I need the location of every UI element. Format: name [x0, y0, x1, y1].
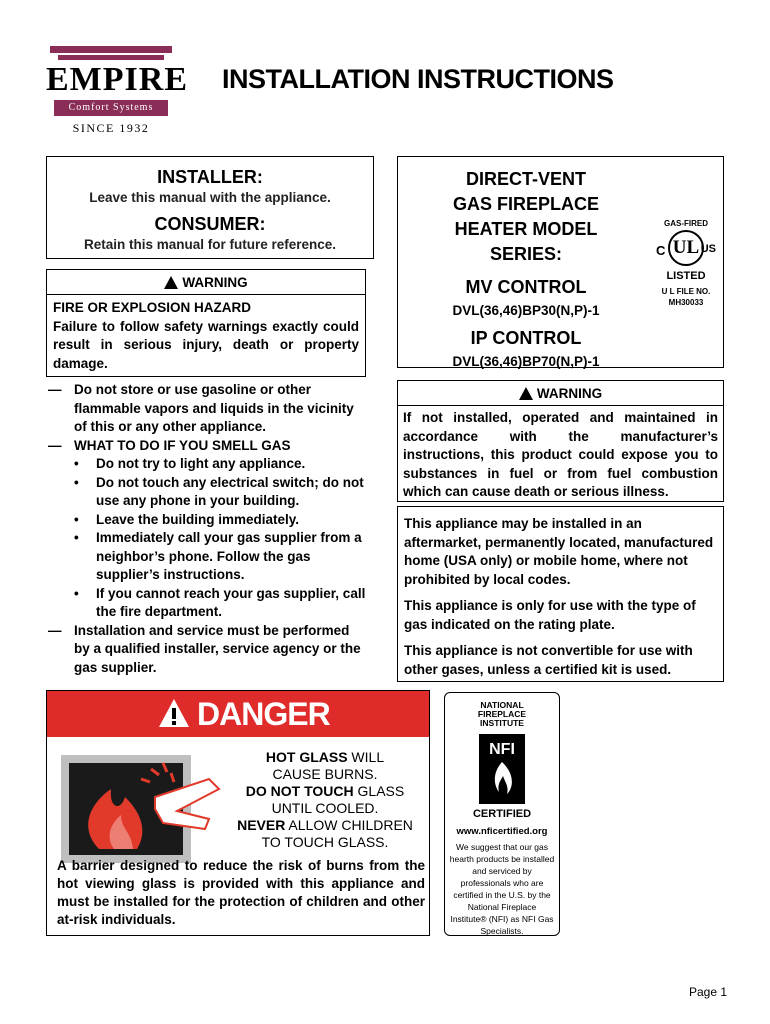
list-item: — WHAT TO DO IF YOU SMELL GAS [48, 437, 291, 453]
page-number: Page 1 [689, 985, 728, 999]
product-line: DIRECT-VENT [465, 169, 586, 189]
nfi-url: www.nficertified.org [456, 826, 548, 837]
fire-warning-box [46, 269, 366, 377]
mv-control-heading: MV CONTROL [465, 277, 587, 297]
nfi-certified-label: CERTIFIED [472, 808, 532, 820]
danger-title: DANGER [197, 696, 330, 732]
list-item: — Do not store or use gasoline or other flammable vapors and liquids in the vicinity of this or any other appliance. [48, 382, 354, 434]
list-subitem: • Do not touch any electrical switch; do not use any phone in your building. [74, 474, 364, 508]
consumer-text: Retain this manual for future reference. [83, 237, 337, 252]
product-box [397, 156, 724, 368]
list-subitem: • Do not try to light any appliance. [74, 456, 306, 471]
list-subitem: • If you cannot reach your gas supplier, call the fire department. [74, 585, 366, 619]
logo-bar [50, 46, 172, 53]
hazard-text: Failure to follow safety warnings exactly could result in serious injury, death or property damage. [53, 318, 359, 371]
nfi-badge-icon [479, 734, 525, 804]
danger-box [46, 690, 430, 936]
consumer-heading: CONSUMER: [154, 214, 266, 234]
safety-list [48, 381, 368, 677]
info-paragraph: This appliance may be installed in an aftermarket, permanently located, manufactured home (USA only) or mobile home, where not prohibited by local codes. [404, 516, 714, 587]
mv-model-number: DVL(36,46)BP30(N,P)-1 [452, 303, 600, 318]
page-title: INSTALLATION INSTRUCTIONS [222, 64, 614, 94]
warning-triangle-icon [519, 387, 533, 400]
danger-triangle-icon [157, 697, 191, 729]
warning-label: WARNING [536, 386, 603, 401]
hot-glass-message: HOT GLASS WILL CAUSE BURNS. DO NOT TOUCH GLASS UNTIL COOLED. NEVER ALLOW CHILDREN TO TOUCH GLASS. [237, 749, 413, 850]
empire-logo [46, 46, 188, 138]
product-line: HEATER MODEL [454, 219, 598, 239]
hazard-title: FIRE OR EXPLOSION HAZARD [53, 300, 252, 315]
nfi-certified-panel: NATIONAL FIREPLACE INSTITUTE NFI CERTIFIED www.nficertified.org We suggest that our gas hearth products be installed and serviced by professionals who are certified in the U.S. by the National Fireplace Institute® (NFI) as NFI Gas Specialists. [444, 692, 560, 936]
list-subitem: • Leave the building immediately. [74, 511, 300, 527]
warning-label: WARNING [182, 275, 248, 290]
logo-bar [58, 55, 164, 60]
warning-header [398, 381, 723, 406]
installer-consumer-box [46, 156, 374, 259]
info-paragraph: This appliance is only for use with the type of gas indicated on the rating plate. [404, 598, 696, 632]
installer-text: Leave this manual with the appliance. [89, 190, 331, 205]
list-item: — Installation and service must be performed by a qualified installer, service agency or the gas supplier. [48, 622, 361, 675]
logo-word: EMPIRE [46, 61, 188, 98]
product-line: SERIES: [489, 244, 563, 264]
ip-model-number: DVL(36,46)BP70(N,P)-1 [452, 354, 600, 369]
barrier-text: A barrier designed to reduce the risk of burns from the hot viewing glass is provided with this appliance and must be installed for the protection of children and other at-risk individuals. [57, 858, 425, 927]
installer-heading: INSTALLER: [157, 167, 263, 187]
ul-logo-icon: UL [668, 230, 704, 266]
nfi-badge-text: NFI [489, 741, 515, 758]
ip-control-heading: IP CONTROL [470, 328, 582, 348]
install-info-box [397, 506, 724, 682]
hot-glass-hand-icon [59, 749, 227, 869]
info-paragraph: This appliance is not convertible for use with other gases, unless a certified kit is used. [404, 643, 693, 677]
list-subitem: • Immediately call your gas supplier from a neighbor’s phone. Follow the gas supplier’s instructions. [74, 530, 362, 582]
logo-since: SINCE 1932 [72, 121, 150, 135]
health-warning-box [397, 380, 724, 502]
warning-text: If not installed, operated and maintained in accordance with the manufacturer’s instructions, this product could expose you to substances in fuel or from fuel combustion which can cause death or serious illness. [403, 410, 718, 499]
warning-triangle-icon [164, 276, 178, 289]
logo-tagline: Comfort Systems [54, 100, 168, 116]
ul-listed-mark: GAS-FIRED UL C US LISTED U L FILE NO. MH30033 [656, 219, 716, 307]
product-line: GAS FIREPLACE [452, 194, 599, 214]
warning-header [47, 270, 365, 295]
nfi-suggestion: We suggest that our gas hearth products be installed and serviced by professionals who are certified in the U.S. by the National Fireplace Institute® (NFI) as NFI Gas Specialists. [449, 842, 555, 936]
